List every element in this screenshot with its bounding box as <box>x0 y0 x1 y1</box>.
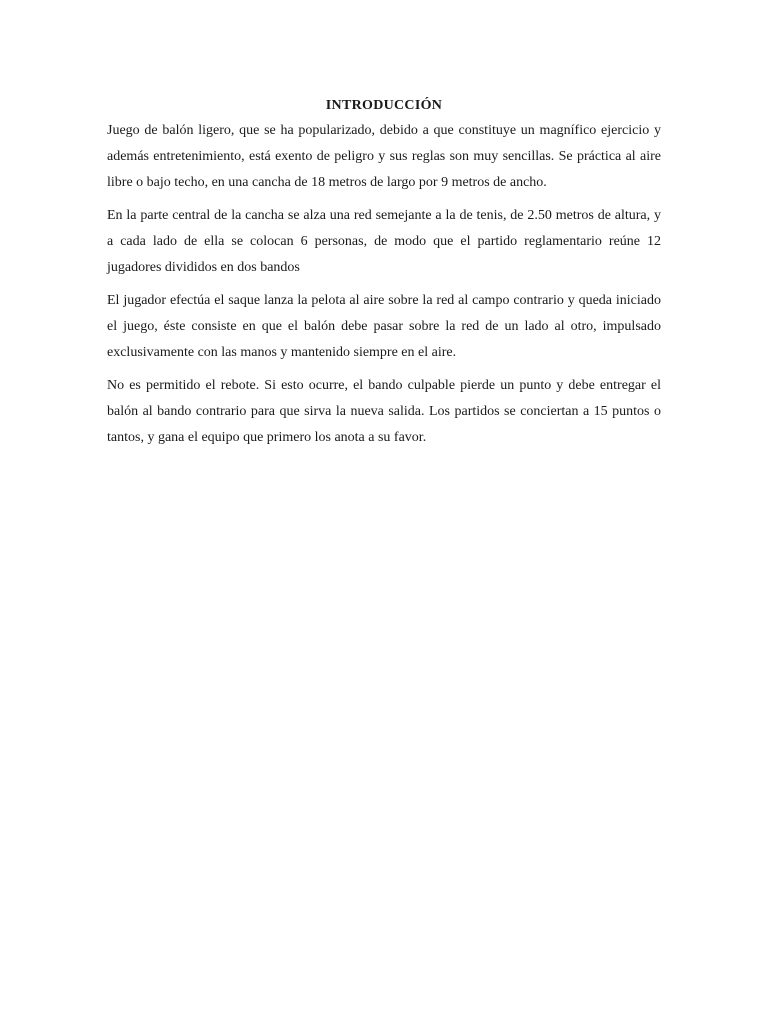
document-title: INTRODUCCIÓN <box>325 98 443 113</box>
paragraph-1: Juego de balón ligero, que se ha popularizado, debido a que constituye un magnífico ejercicio y además entretenimiento, está exento de peligro y sus reglas son muy sencillas. Se práctica al aire libre o bajo techo, en una cancha de 18 metros de largo por 9 metros de ancho. <box>107 123 661 190</box>
paragraph-4: No es permitido el rebote. Si esto ocurre, el bando culpable pierde un punto y debe entregar el balón al bando contrario para que sirva la nueva salida. Los partidos se conciertan a 15 puntos o tantos, y gana el equipo que primero los anota a su favor. <box>107 378 661 445</box>
paragraph-3: El jugador efectúa el saque lanza la pelota al aire sobre la red al campo contrario y queda iniciado el juego, éste consiste en que el balón debe pasar sobre la red de un lado al otro, impulsado exclusivamente con las manos y mantenido siempre en el aire. <box>107 293 661 360</box>
paragraph-2: En la parte central de la cancha se alza una red semejante a la de tenis, de 2.50 metros de altura, y a cada lado de ella se colocan 6 personas, de modo que el partido reglamentario reúne 12 jugadores divididos en dos bandos <box>107 208 661 275</box>
document-body <box>107 96 661 458</box>
